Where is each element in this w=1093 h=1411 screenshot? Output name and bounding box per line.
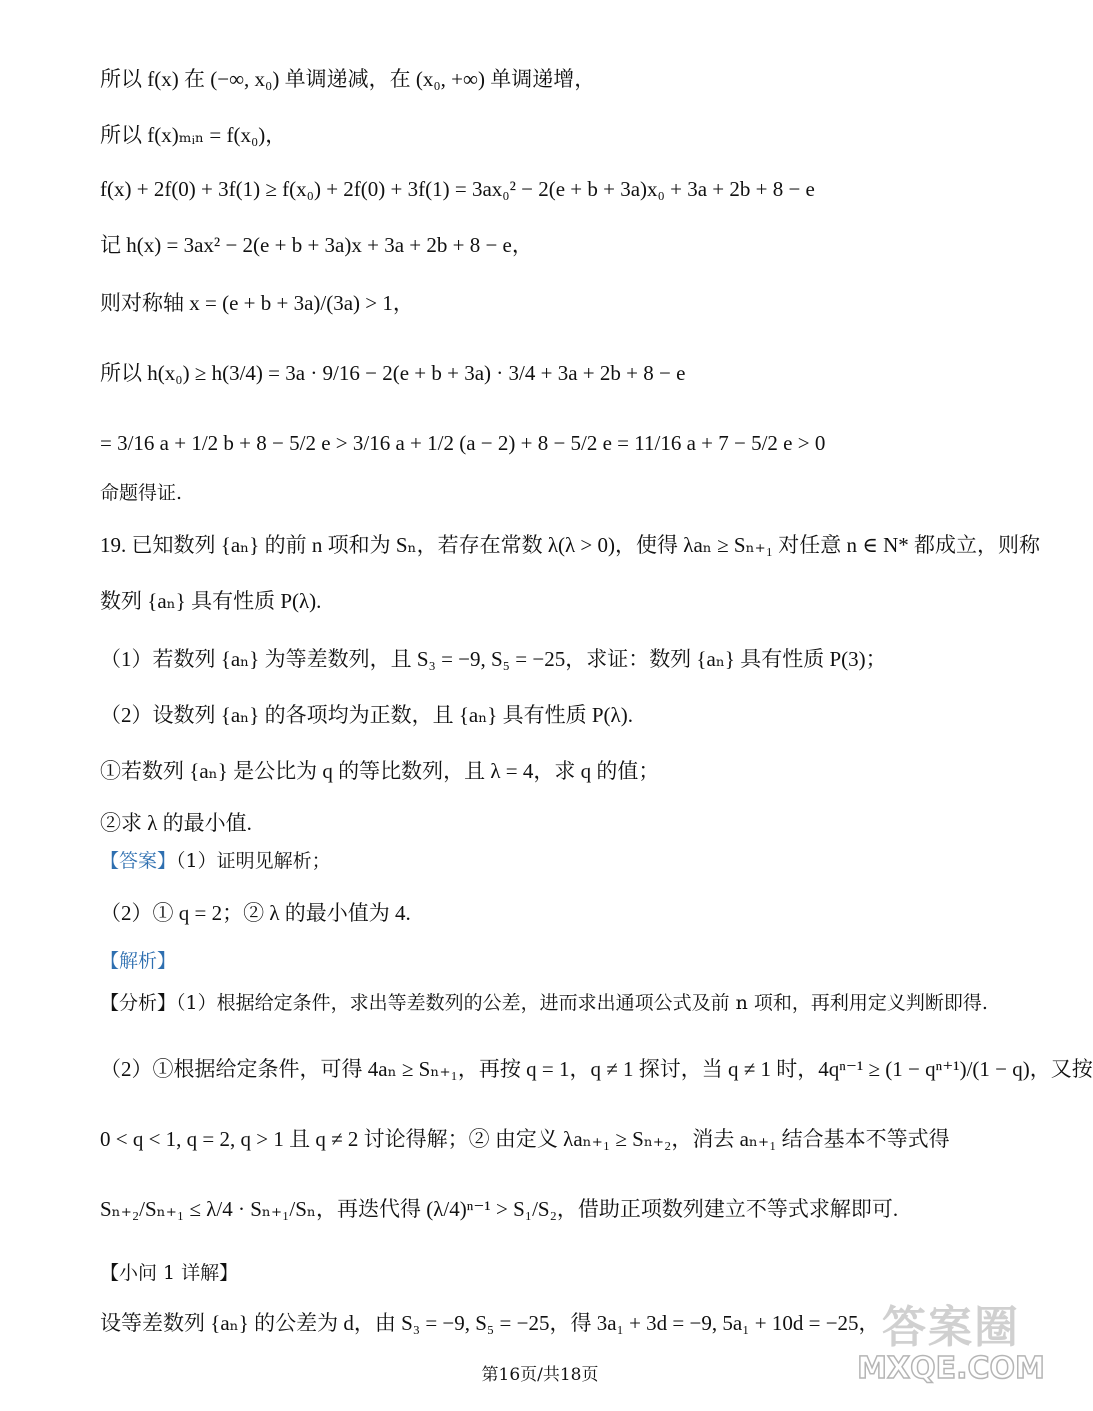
text-line: 数列 {aₙ} 具有性质 P(λ). xyxy=(100,589,322,613)
text-line: f(x) + 2f(0) + 3f(1) ≥ f(x₀) + 2f(0) + 3f(1) = 3ax₀² − 2(e + b + 3a)x₀ + 3a + 2b + 8 − e xyxy=(100,177,815,201)
page-footer: 第16页/共18页 xyxy=(481,1365,599,1385)
text-line: 记 h(x) = 3ax² − 2(e + b + 3a)x + 3a + 2b + 8 − e， xyxy=(100,233,533,257)
question-19: 19. 已知数列 {aₙ} 的前 n 项和为 Sₙ，若存在常数 λ(λ > 0)，使得 λaₙ ≥ Sₙ₊₁ 对任意 n ∈ N* 都成立，则称 xyxy=(100,533,1041,557)
text-line: 所以 f(x)ₘᵢₙ = f(x₀)， xyxy=(100,123,287,147)
analysis-line: 【分析】（1）根据给定条件，求出等差数列的公差，进而求出通项公式及前 n 项和，再利用定义判断即得. xyxy=(100,992,988,1014)
sub-question-2-1: ①若数列 {aₙ} 是公比为 q 的等比数列，且 λ = 4，求 q 的值； xyxy=(100,759,660,783)
watermark-top: 答案圈 xyxy=(882,1302,1020,1353)
text-line: 所以 f(x) 在 (−∞, x₀) 单调递减，在 (x₀, +∞) 单调递增， xyxy=(100,67,596,91)
text-line: = 3/16 a + 1/2 b + 8 − 5/2 e > 3/16 a + 1/2 (a − 2) + 8 − 5/2 e = 11/16 a + 7 − 5/2 e > 0 xyxy=(100,431,826,455)
analysis-tag: 【解析】 xyxy=(100,950,177,972)
analysis-line: （2）①根据给定条件，可得 4aₙ ≥ Sₙ₊₁，再按 q = 1，q ≠ 1 探讨，当 q ≠ 1 时，4qⁿ⁻¹ ≥ (1 − qⁿ⁺¹)/(1 − q)，又按 xyxy=(100,1057,1093,1081)
sub-heading: 【小问 1 详解】 xyxy=(100,1262,239,1284)
analysis-tag-line xyxy=(100,950,988,974)
sub-question-1: （1）若数列 {aₙ} 为等差数列，且 S₃ = −9, S₅ = −25，求证：数列 {aₙ} 具有性质 P(3)； xyxy=(100,647,887,671)
answer-tag: 【答案】 xyxy=(100,850,177,872)
analysis-line: 0 < q < 1, q = 2, q > 1 且 q ≠ 2 讨论得解；② 由定义 λaₙ₊₁ ≥ Sₙ₊₂，消去 aₙ₊₁ 结合基本不等式得 xyxy=(100,1127,950,1151)
sub-question-2: （2）设数列 {aₙ} 的各项均为正数，且 {aₙ} 具有性质 P(λ). xyxy=(100,703,633,727)
text-line: 命题得证. xyxy=(100,482,183,504)
watermark-bottom: MXQE.COM xyxy=(857,1351,1045,1386)
answer-line-2: （2）① q = 2；② λ 的最小值为 4. xyxy=(100,901,411,925)
solution-line: 设等差数列 {aₙ} 的公差为 d，由 S₃ = −9, S₅ = −25，得 3a₁ + 3d = −9, 5a₁ + 10d = −25， xyxy=(100,1311,880,1335)
sub-question-2-2: ②求 λ 的最小值. xyxy=(100,811,252,835)
answer-line: 【答案】（1）证明见解析； xyxy=(100,850,331,872)
text-line: 则对称轴 x = (e + b + 3a)/(3a) > 1， xyxy=(100,291,414,315)
analysis-line: Sₙ₊₂/Sₙ₊₁ ≤ λ/4 · Sₙ₊₁/Sₙ，再迭代得 (λ/4)ⁿ⁻¹ > S₁/S₂，借助正项数列建立不等式求解即可. xyxy=(100,1197,899,1221)
text-line: 所以 h(x₀) ≥ h(3/4) = 3a · 9/16 − 2(e + b + 3a) · 3/4 + 3a + 2b + 8 − e xyxy=(100,361,686,385)
